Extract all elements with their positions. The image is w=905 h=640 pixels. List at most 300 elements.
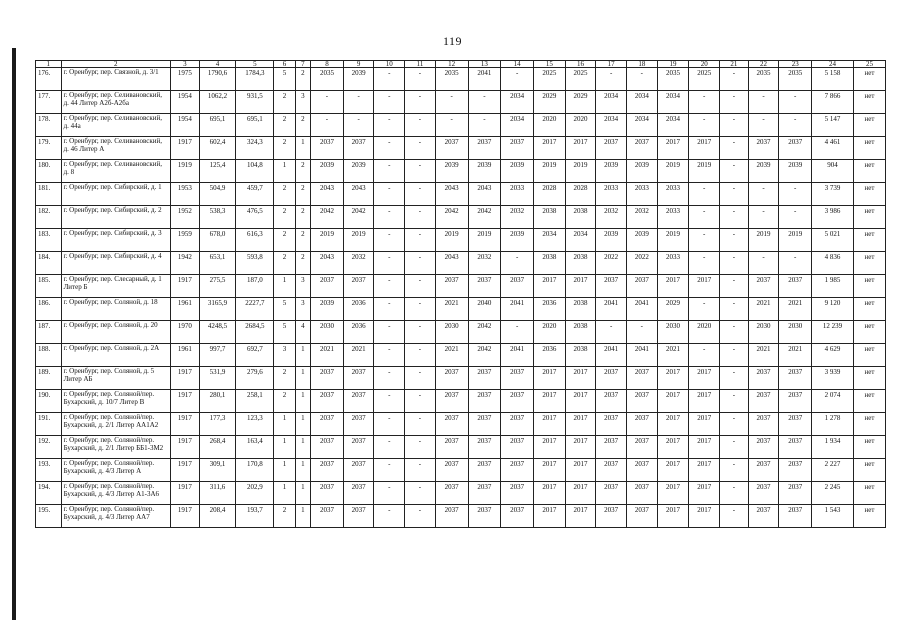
table-cell: 7 866 [812, 91, 854, 114]
table-cell: 2017 [689, 275, 720, 298]
table-cell: 2017 [565, 367, 596, 390]
table-cell: 1 934 [812, 436, 854, 459]
table-cell: - [689, 206, 720, 229]
row-number-cell: 183. [36, 229, 62, 252]
table-cell: 12 239 [812, 321, 854, 344]
table-cell: 2037 [343, 390, 374, 413]
table-cell: 2037 [435, 413, 468, 436]
table-cell: 2017 [689, 137, 720, 160]
address-cell: г. Оренбург, пер. Соляной/пер. Бухарский, д. 2/1 Литер АА1А2 [61, 413, 170, 436]
table-cell: - [374, 321, 405, 344]
table-cell: 2043 [311, 252, 344, 275]
table-cell: - [720, 367, 749, 390]
table-cell: 1917 [171, 413, 200, 436]
table-cell: 4 629 [812, 344, 854, 367]
table-cell: - [720, 459, 749, 482]
column-header: 22 [748, 61, 779, 68]
table-cell: 2025 [689, 68, 720, 91]
table-cell: 2037 [627, 459, 658, 482]
table-cell: 2035 [657, 68, 689, 91]
table-cell: 2037 [311, 367, 344, 390]
table-cell: 2032 [596, 206, 627, 229]
table-cell: 2019 [468, 229, 501, 252]
table-cell: 2017 [657, 482, 689, 505]
table-cell: 2017 [565, 459, 596, 482]
table-cell: 2039 [343, 68, 374, 91]
table-cell: - [435, 114, 468, 137]
table-cell: 2022 [627, 252, 658, 275]
table-cell: 1 985 [812, 275, 854, 298]
table-cell: 2037 [501, 482, 534, 505]
table-cell: 1 [274, 459, 295, 482]
table-cell: 538,3 [199, 206, 236, 229]
table-cell: 2 [274, 505, 295, 528]
table-cell: - [405, 183, 436, 206]
column-header: 4 [199, 61, 236, 68]
column-header: 10 [374, 61, 405, 68]
table-cell: 2019 [533, 160, 565, 183]
table-cell: 2017 [565, 413, 596, 436]
table-cell: 2020 [689, 321, 720, 344]
table-cell: 2017 [657, 390, 689, 413]
address-cell: г. Оренбург, пер. Соляной/пер. Бухарский, д. 4/3 Литер А [61, 459, 170, 482]
table-cell: 2029 [657, 298, 689, 321]
table-cell: 2037 [627, 275, 658, 298]
table-cell: - [343, 91, 374, 114]
table-row [36, 298, 886, 321]
table-cell: 2017 [689, 482, 720, 505]
table-cell: - [720, 114, 749, 137]
table-cell: 2037 [596, 367, 627, 390]
table-row [36, 459, 886, 482]
table-cell: 2034 [501, 91, 534, 114]
table-cell: 2037 [468, 459, 501, 482]
page-number: 119 [442, 34, 463, 48]
table-cell: - [405, 413, 436, 436]
table-cell: 997,7 [199, 344, 236, 367]
table-cell: 2019 [748, 229, 779, 252]
table-cell: 2037 [627, 413, 658, 436]
table-cell: 2042 [468, 344, 501, 367]
table-cell: 2020 [533, 114, 565, 137]
table-cell: 2032 [627, 206, 658, 229]
table-cell: 593,8 [236, 252, 274, 275]
table-cell: 1 278 [812, 413, 854, 436]
table-cell: 2037 [748, 482, 779, 505]
row-number-cell: 180. [36, 160, 62, 183]
table-cell: 309,1 [199, 459, 236, 482]
table-cell: 2037 [779, 413, 812, 436]
table-cell: 2036 [533, 298, 565, 321]
table-cell: 2019 [565, 160, 596, 183]
table-cell: - [405, 252, 436, 275]
table-cell: 311,6 [199, 482, 236, 505]
column-header: 1 [36, 61, 62, 68]
table-cell: 3 [274, 344, 295, 367]
table-cell: 1952 [171, 206, 200, 229]
table-cell: нет [854, 91, 886, 114]
table-cell: 2041 [501, 298, 534, 321]
table-cell: 616,3 [236, 229, 274, 252]
address-cell: г. Оренбург, пер. Связной, д. 3/1 [61, 68, 170, 91]
table-cell: 2037 [311, 436, 344, 459]
table-cell: 2043 [311, 183, 344, 206]
table-cell: нет [854, 68, 886, 91]
table-cell: - [405, 229, 436, 252]
table-cell: - [405, 206, 436, 229]
table-cell: 2043 [435, 183, 468, 206]
table-cell: 2037 [779, 390, 812, 413]
table-cell: 2032 [468, 252, 501, 275]
table-cell: - [779, 91, 812, 114]
table-cell: 2037 [779, 275, 812, 298]
table-cell: 2037 [343, 413, 374, 436]
row-number-cell: 181. [36, 183, 62, 206]
table-cell: 2037 [468, 275, 501, 298]
table-cell: нет [854, 229, 886, 252]
table-cell: 123,3 [236, 413, 274, 436]
table-cell: 2021 [779, 344, 812, 367]
table-cell: 5 [274, 298, 295, 321]
table-cell: - [374, 367, 405, 390]
table-row [36, 160, 886, 183]
table-cell: - [374, 183, 405, 206]
table-cell: - [405, 436, 436, 459]
table-cell: 2034 [627, 91, 658, 114]
row-number-cell: 179. [36, 137, 62, 160]
table-cell: 2 [274, 252, 295, 275]
column-header: 13 [468, 61, 501, 68]
table-cell: 2037 [311, 482, 344, 505]
table-cell: - [720, 390, 749, 413]
table-cell: - [343, 114, 374, 137]
table-cell: 2037 [748, 413, 779, 436]
table-cell: 2 [295, 206, 310, 229]
table-cell: 3 986 [812, 206, 854, 229]
column-header: 25 [854, 61, 886, 68]
table-cell: - [405, 482, 436, 505]
address-cell: г. Оренбург, пер. Соляной/пер. Бухарский, д. 2/1 Литер ББ1-3М2 [61, 436, 170, 459]
table-cell: 279,6 [236, 367, 274, 390]
table-cell: 2017 [657, 275, 689, 298]
table-cell: 2 [295, 252, 310, 275]
column-header: 14 [501, 61, 534, 68]
table-cell: 2 [274, 183, 295, 206]
table-cell: 2037 [779, 482, 812, 505]
table-cell: 2 [295, 183, 310, 206]
address-cell: г. Оренбург, пер. Слесарный, д. 1 Литер Б [61, 275, 170, 298]
table-cell: - [374, 229, 405, 252]
table-cell: 2017 [533, 137, 565, 160]
table-row [36, 137, 886, 160]
table-row [36, 482, 886, 505]
column-header: 6 [274, 61, 295, 68]
table-cell: 2041 [596, 298, 627, 321]
table-row [36, 252, 886, 275]
table-cell: 2017 [533, 459, 565, 482]
table-cell: 2034 [533, 229, 565, 252]
column-header: 24 [812, 61, 854, 68]
table-cell: 3 [295, 91, 310, 114]
table-cell: - [748, 183, 779, 206]
table-cell: 2017 [533, 390, 565, 413]
table-cell: - [374, 436, 405, 459]
table-cell: 4248,5 [199, 321, 236, 344]
table-cell: 2030 [748, 321, 779, 344]
table-cell: 2036 [343, 321, 374, 344]
row-number-cell: 186. [36, 298, 62, 321]
column-header: 16 [565, 61, 596, 68]
table-cell: 2043 [468, 183, 501, 206]
table-cell: - [720, 160, 749, 183]
table-cell: - [435, 91, 468, 114]
table-cell: - [405, 321, 436, 344]
table-cell: 1917 [171, 367, 200, 390]
table-cell: 2041 [627, 298, 658, 321]
table-cell: 2039 [311, 298, 344, 321]
table-cell: 2 [295, 160, 310, 183]
table-cell: 2 [274, 91, 295, 114]
header-row [36, 61, 886, 68]
table-cell: 1975 [171, 68, 200, 91]
table-cell: 2037 [311, 459, 344, 482]
table-cell: нет [854, 413, 886, 436]
table-cell: 1 [295, 436, 310, 459]
table-cell: 2037 [748, 137, 779, 160]
table-cell: - [374, 344, 405, 367]
table-cell: 2037 [501, 505, 534, 528]
table-cell: 2022 [596, 252, 627, 275]
table-cell: 2039 [627, 160, 658, 183]
table-cell: 2017 [689, 436, 720, 459]
table-cell: 3 [295, 275, 310, 298]
row-number-cell: 187. [36, 321, 62, 344]
table-cell: 1 [274, 413, 295, 436]
address-cell: г. Оренбург, пер. Сибирский, д. 1 [61, 183, 170, 206]
table-cell: 2037 [435, 367, 468, 390]
table-cell: 2037 [596, 482, 627, 505]
address-cell: г. Оренбург, пер. Соляной/пер. Бухарский, д. 4/3 Литер А1-3А6 [61, 482, 170, 505]
table-cell: 1062,2 [199, 91, 236, 114]
table-cell: 4 836 [812, 252, 854, 275]
table-cell: - [374, 505, 405, 528]
table-cell: 2 245 [812, 482, 854, 505]
table-cell: - [405, 505, 436, 528]
table-cell: 2019 [657, 229, 689, 252]
table-cell: - [720, 206, 749, 229]
row-number-cell: 185. [36, 275, 62, 298]
table-cell: нет [854, 275, 886, 298]
table-cell: 2036 [343, 298, 374, 321]
table-cell: 2037 [779, 367, 812, 390]
table-cell: 2037 [435, 436, 468, 459]
table-row [36, 390, 886, 413]
table-cell: - [748, 252, 779, 275]
table-row [36, 229, 886, 252]
table-row [36, 321, 886, 344]
table-row [36, 206, 886, 229]
table-cell: 2039 [501, 160, 534, 183]
table-cell: 2037 [501, 367, 534, 390]
table-cell: - [405, 91, 436, 114]
table-cell: 653,1 [199, 252, 236, 275]
table-cell: 2028 [565, 183, 596, 206]
table-cell: 208,4 [199, 505, 236, 528]
table-cell: нет [854, 482, 886, 505]
table-cell: - [374, 459, 405, 482]
table-cell: - [720, 321, 749, 344]
table-cell: 2017 [565, 482, 596, 505]
table-cell: 1953 [171, 183, 200, 206]
table-cell: 2 227 [812, 459, 854, 482]
table-cell: 2038 [565, 344, 596, 367]
table-cell: 2034 [565, 229, 596, 252]
table-cell: 2017 [533, 436, 565, 459]
table-cell: 2034 [501, 114, 534, 137]
table-cell: - [374, 160, 405, 183]
table-cell: 2037 [627, 137, 658, 160]
table-cell: 2039 [311, 160, 344, 183]
table-cell: 2038 [565, 321, 596, 344]
address-cell: г. Оренбург, пер. Соляной/пер. Бухарский, д. 4/3 Литер АА7 [61, 505, 170, 528]
row-number-cell: 178. [36, 114, 62, 137]
table-cell: - [689, 183, 720, 206]
table-cell: 2227,7 [236, 298, 274, 321]
table-cell: 695,1 [236, 114, 274, 137]
table-cell: 1 [274, 482, 295, 505]
table-cell: 193,7 [236, 505, 274, 528]
table-cell: 2021 [779, 298, 812, 321]
table-cell: нет [854, 137, 886, 160]
table-cell: 2037 [435, 482, 468, 505]
table-cell: - [720, 137, 749, 160]
table-cell: 2037 [627, 436, 658, 459]
table-cell: - [720, 68, 749, 91]
table-cell: 2037 [627, 482, 658, 505]
table-cell: 2037 [311, 505, 344, 528]
table-cell: - [374, 252, 405, 275]
table-cell: 2037 [311, 390, 344, 413]
table-cell: 3 939 [812, 367, 854, 390]
table-cell: 1 543 [812, 505, 854, 528]
table-cell: 2021 [311, 344, 344, 367]
table-cell: 2017 [657, 436, 689, 459]
table-cell: - [720, 183, 749, 206]
table-cell: 2037 [343, 436, 374, 459]
table-cell: 1954 [171, 91, 200, 114]
table-row [36, 367, 886, 390]
table-row [36, 114, 886, 137]
table-cell: 1 [295, 505, 310, 528]
address-cell: г. Оренбург, пер. Соляной, д. 2А [61, 344, 170, 367]
table-cell: 1 [295, 390, 310, 413]
table-cell: - [468, 91, 501, 114]
table-cell: 202,9 [236, 482, 274, 505]
table-cell: 2017 [689, 367, 720, 390]
housing-table [35, 60, 886, 528]
column-header: 19 [657, 61, 689, 68]
table-cell: 9 120 [812, 298, 854, 321]
table-cell: 4 461 [812, 137, 854, 160]
table-cell: 2038 [565, 298, 596, 321]
table-cell: 177,3 [199, 413, 236, 436]
table-cell: 2037 [343, 505, 374, 528]
table-cell: 2035 [311, 68, 344, 91]
table-cell: 2037 [343, 275, 374, 298]
table-cell: 125,4 [199, 160, 236, 183]
table-cell: 2037 [596, 275, 627, 298]
table-cell: 2034 [596, 91, 627, 114]
table-cell: 2019 [689, 160, 720, 183]
table-cell: 2037 [435, 137, 468, 160]
table-cell: - [405, 390, 436, 413]
table-cell: 2037 [748, 390, 779, 413]
table-cell: 187,0 [236, 275, 274, 298]
table-cell: 2039 [627, 229, 658, 252]
table-cell: - [374, 114, 405, 137]
table-cell: - [689, 344, 720, 367]
table-cell: 2 [295, 114, 310, 137]
table-cell: 2038 [565, 252, 596, 275]
column-header: 3 [171, 61, 200, 68]
table-cell: 2 [274, 229, 295, 252]
table-cell: 163,4 [236, 436, 274, 459]
table-cell: - [720, 344, 749, 367]
table-cell: 1959 [171, 229, 200, 252]
table-cell: 2017 [657, 137, 689, 160]
table-cell: 5 158 [812, 68, 854, 91]
table-cell: 2037 [596, 137, 627, 160]
table-cell: 2037 [501, 275, 534, 298]
table-cell: 2017 [689, 413, 720, 436]
table-cell: 2035 [435, 68, 468, 91]
address-cell: г. Оренбург, пер. Соляной, д. 20 [61, 321, 170, 344]
table-cell: нет [854, 436, 886, 459]
table-cell: 1942 [171, 252, 200, 275]
table-cell: 2037 [468, 367, 501, 390]
table-cell: 2041 [468, 68, 501, 91]
table-cell: 2037 [435, 459, 468, 482]
table-row [36, 505, 886, 528]
table-cell: нет [854, 505, 886, 528]
table-cell: - [374, 482, 405, 505]
table-cell: 2037 [501, 413, 534, 436]
table-cell: - [311, 91, 344, 114]
table-cell: 1917 [171, 436, 200, 459]
table-cell: 2017 [657, 413, 689, 436]
table-cell: 2017 [689, 459, 720, 482]
row-number-cell: 192. [36, 436, 62, 459]
table-cell: 2 [274, 206, 295, 229]
table-cell: 1961 [171, 344, 200, 367]
table-cell: 2037 [501, 390, 534, 413]
table-cell: - [720, 505, 749, 528]
table-cell: 2037 [435, 275, 468, 298]
address-cell: г. Оренбург, пер. Соляной/пер. Бухарский, д. 10/7 Литер В [61, 390, 170, 413]
table-cell: 3165,9 [199, 298, 236, 321]
table-cell: 1917 [171, 390, 200, 413]
table-cell: 2032 [501, 206, 534, 229]
table-cell: 2036 [533, 344, 565, 367]
table-cell: 2039 [468, 160, 501, 183]
table-cell: 531,9 [199, 367, 236, 390]
table-cell: 2037 [596, 390, 627, 413]
table-cell: нет [854, 183, 886, 206]
table-cell: нет [854, 206, 886, 229]
column-header: 18 [627, 61, 658, 68]
table-cell: 678,0 [199, 229, 236, 252]
table-cell: 1 [295, 459, 310, 482]
